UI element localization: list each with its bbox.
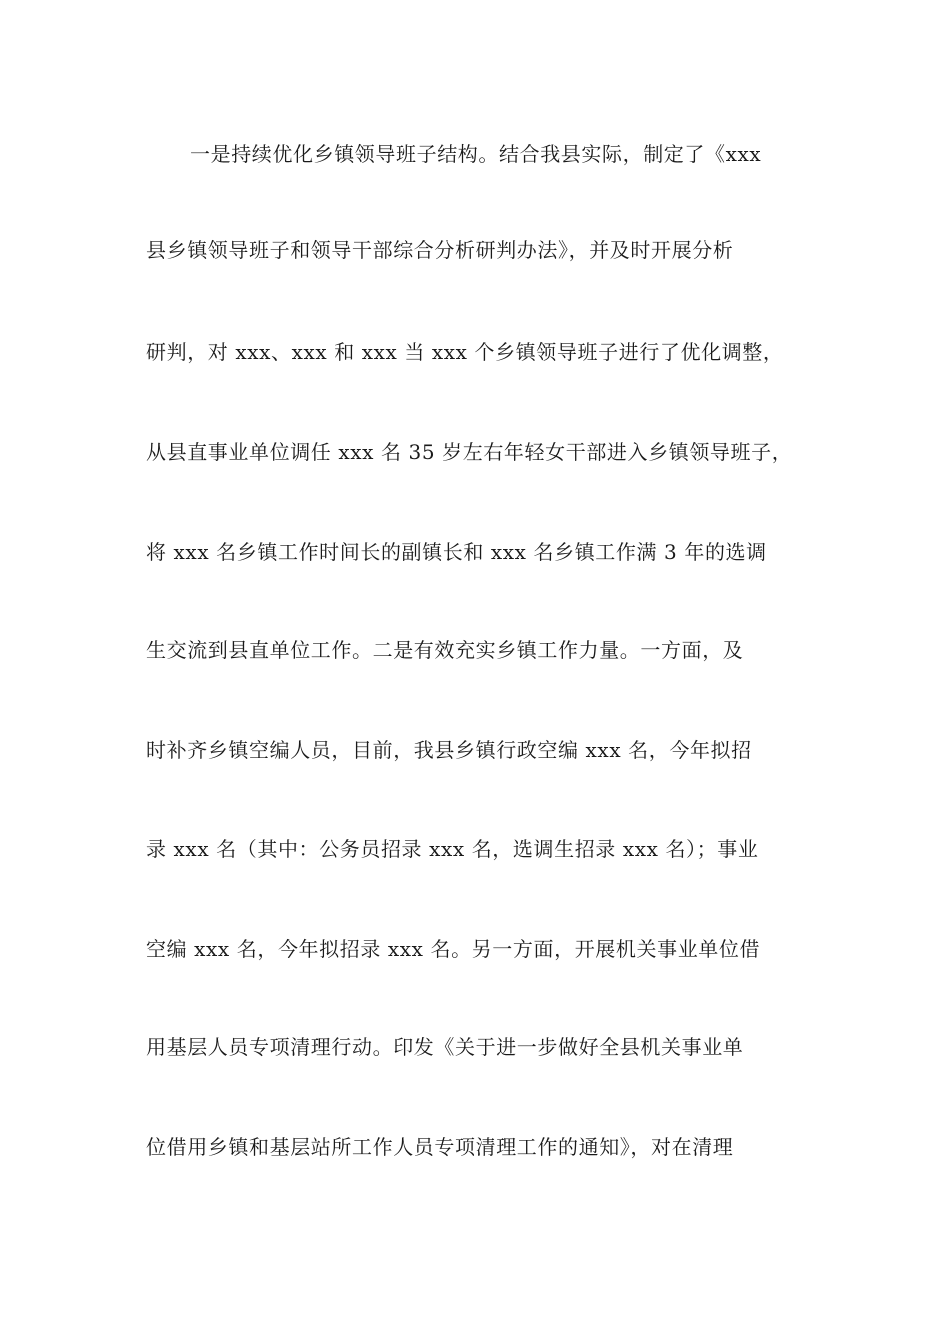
paragraph-line-3: 研判，对 xxx、xxx 和 xxx 当 xxx 个乡镇领导班子进行了优化调整， [146,340,784,364]
paragraph-line-7: 时补齐乡镇空编人员，目前，我县乡镇行政空编 xxx 名，今年拟招 [146,738,752,762]
paragraph-line-5: 将 xxx 名乡镇工作时间长的副镇长和 xxx 名乡镇工作满 3 年的选调 [146,540,767,564]
paragraph-line-9: 空编 xxx 名，今年拟招录 xxx 名。另一方面，开展机关事业单位借 [146,937,761,961]
paragraph-line-8: 录 xxx 名（其中：公务员招录 xxx 名，选调生招录 xxx 名）；事业 [146,837,759,861]
paragraph-line-1: 一是持续优化乡镇领导班子结构。结合我县实际，制定了《xxx [190,142,762,166]
paragraph-line-10: 用基层人员专项清理行动。印发《关于进一步做好全县机关事业单 [146,1035,744,1059]
paragraph-line-4: 从县直事业单位调任 xxx 名 35 岁左右年轻女干部进入乡镇领导班子， [146,440,793,464]
paragraph-line-11: 位借用乡镇和基层站所工作人员专项清理工作的通知》，对在清理 [146,1135,734,1159]
paragraph-line-2: 县乡镇领导班子和领导干部综合分析研判办法》，并及时开展分析 [146,238,734,262]
paragraph-line-6: 生交流到县直单位工作。二是有效充实乡镇工作力量。一方面，及 [146,638,744,662]
